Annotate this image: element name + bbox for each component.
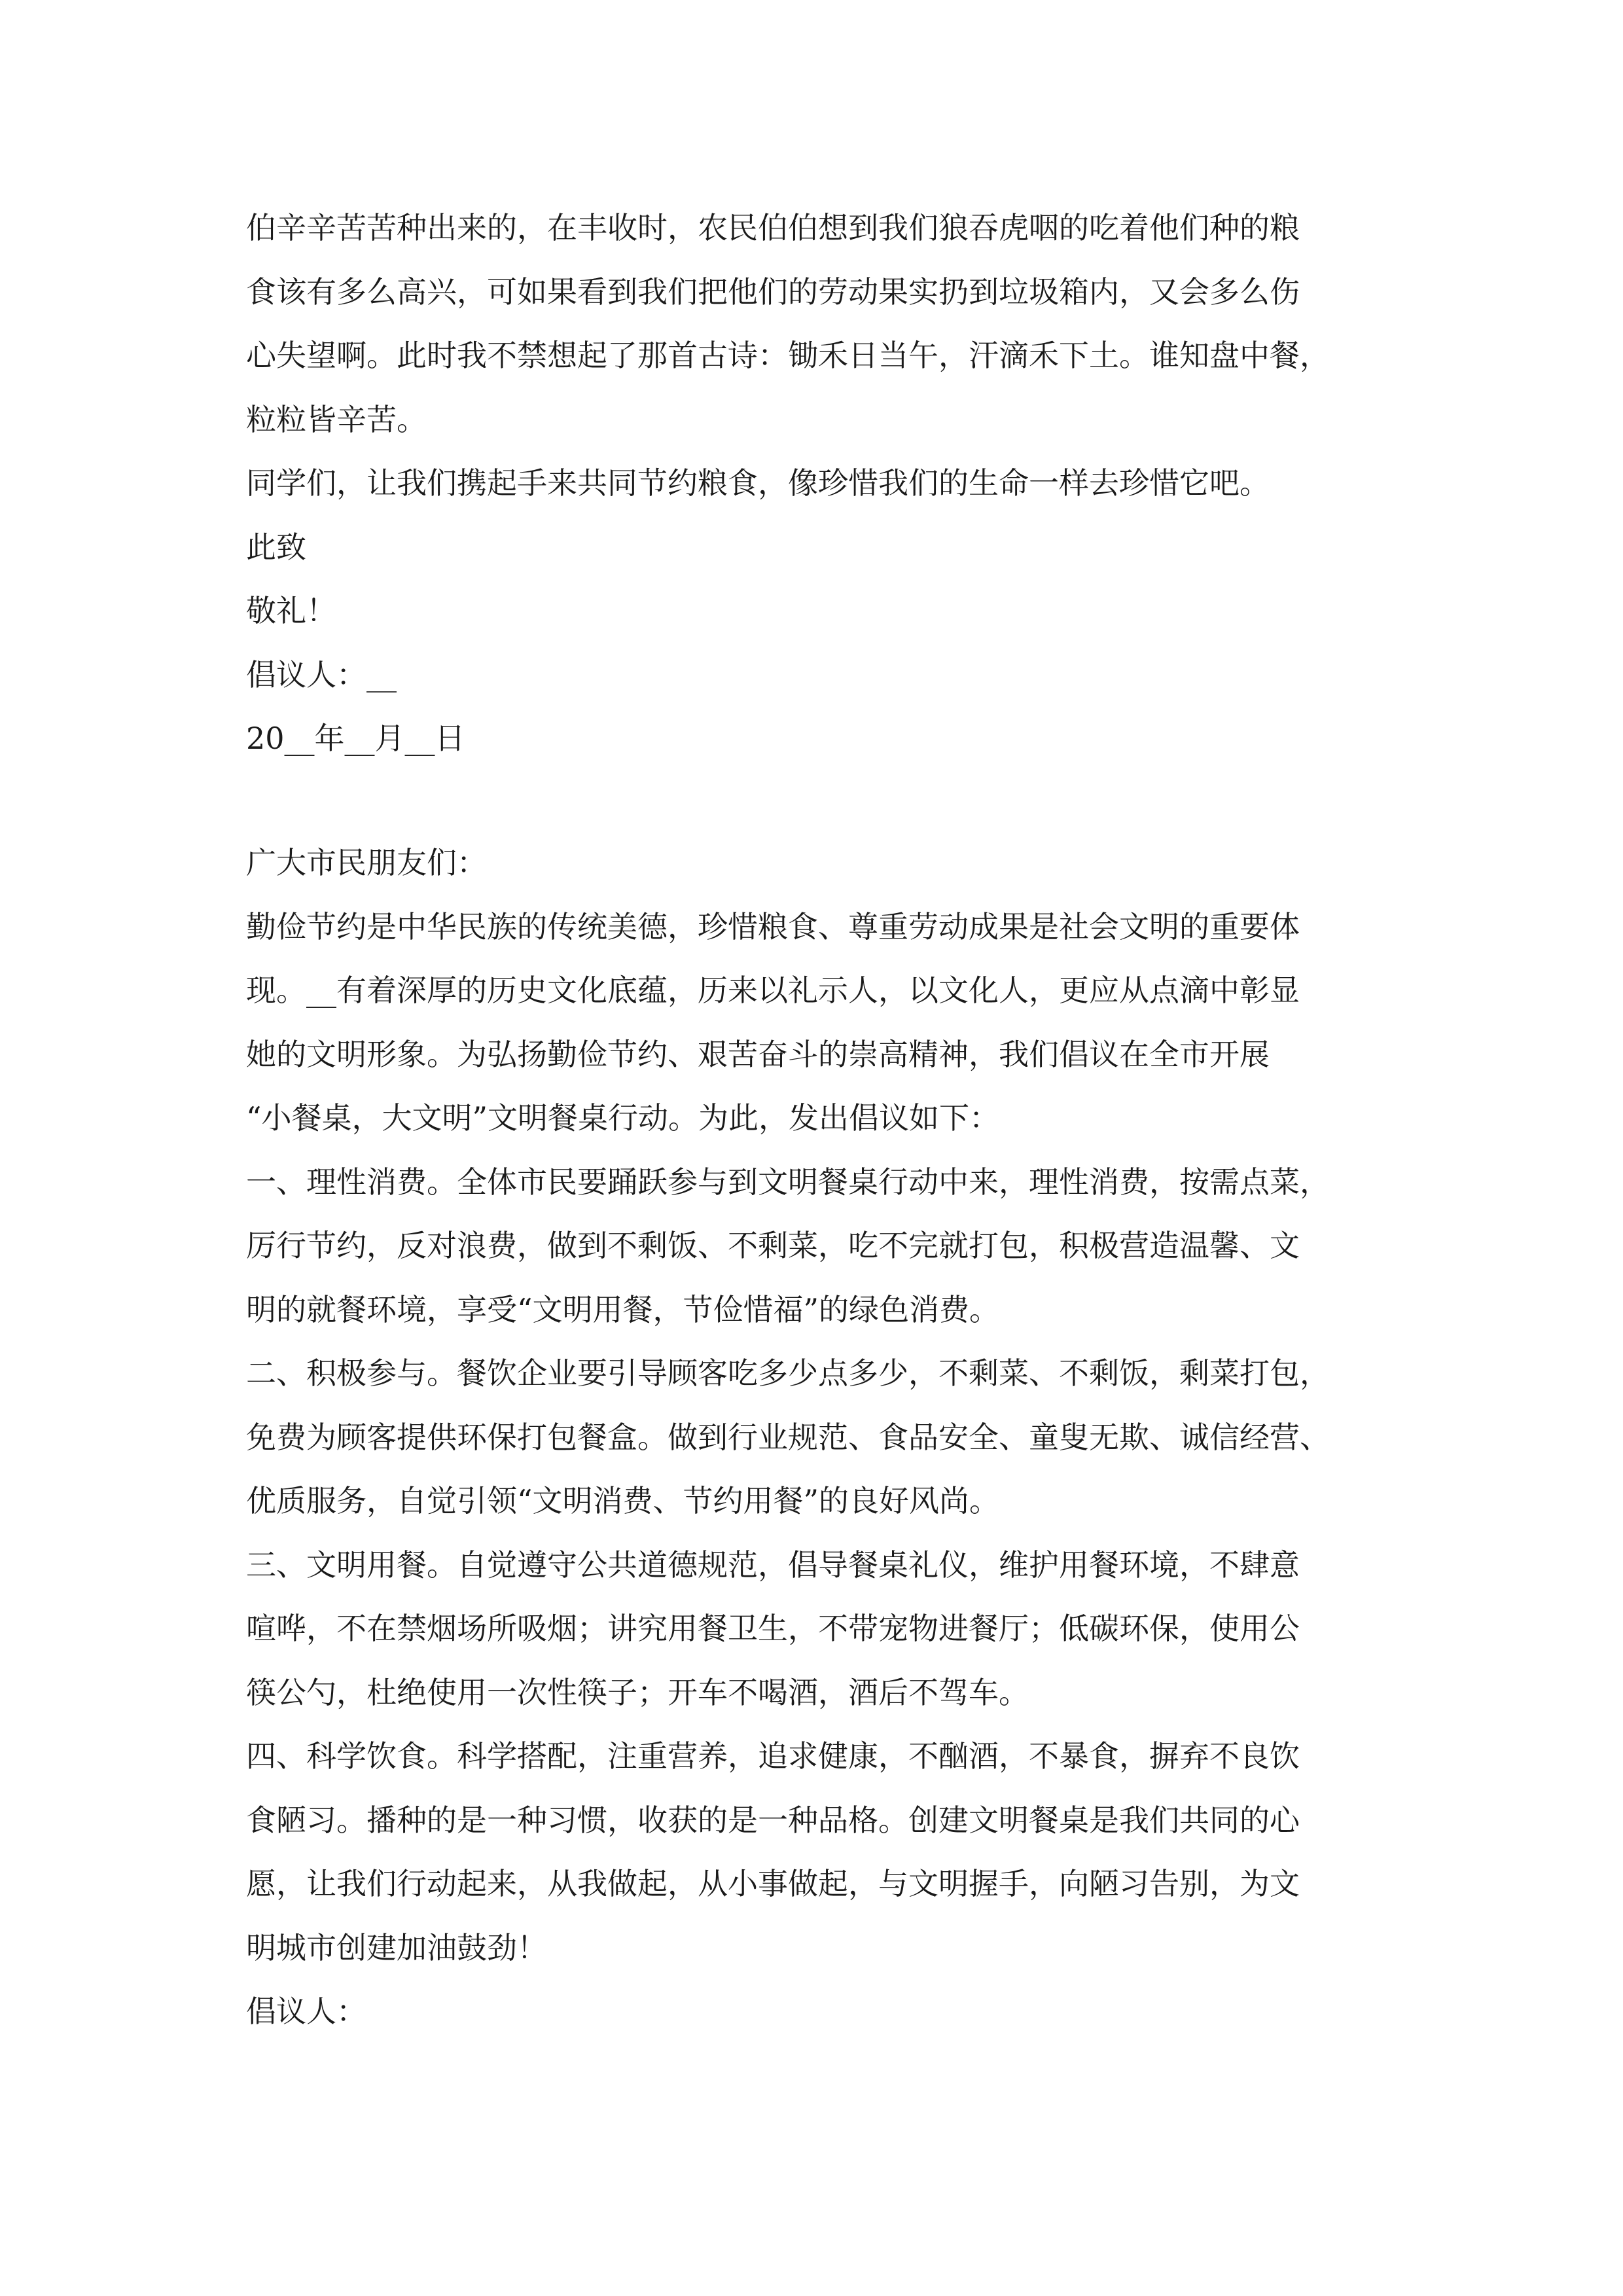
text-line: 粒粒皆辛苦。 bbox=[246, 401, 427, 437]
text-line: 她的文明形象。为弘扬勤俭节约、艰苦奋斗的崇高精神，我们倡议在全市开展 bbox=[246, 1036, 1270, 1072]
text-line: 免费为顾客提供环保打包餐盒。做到行业规范、食品安全、童叟无欺、诚信经营、 bbox=[246, 1419, 1330, 1455]
date-line: 20__年__月__日 bbox=[246, 721, 465, 756]
text-line: 优质服务，自觉引领“文明消费、节约用餐”的良好风尚。 bbox=[246, 1483, 1000, 1518]
text-line: 食陋习。播种的是一种习惯，收获的是一种品格。创建文明餐桌是我们共同的心 bbox=[246, 1802, 1300, 1838]
text-line: 喧哗，不在禁烟场所吸烟；讲究用餐卫生，不带宠物进餐厅；低碳环保，使用公 bbox=[246, 1611, 1300, 1646]
salutation-line: 敬礼！ bbox=[246, 593, 336, 628]
text-line: 厉行节约，反对浪费，做到不剩饭、不剩菜，吃不完就打包，积极营造温馨、文 bbox=[246, 1228, 1300, 1263]
text-line: 三、文明用餐。自觉遵守公共道德规范，倡导餐桌礼仪，维护用餐环境，不肆意 bbox=[246, 1547, 1300, 1583]
text-line: 明的就餐环境，享受“文明用餐，节俭惜福”的绿色消费。 bbox=[246, 1291, 1000, 1327]
greeting-line: 广大市民朋友们： bbox=[246, 845, 487, 880]
signature-line: 倡议人：__ bbox=[246, 656, 397, 692]
text-line: 伯辛辛苦苦种出来的，在丰收时，农民伯伯想到我们狼吞虎咽的吃着他们种的粮 bbox=[246, 210, 1300, 245]
signature-line: 倡议人： bbox=[246, 1994, 366, 2029]
text-line: 一、理性消费。全体市民要踊跃参与到文明餐桌行动中来，理性消费，按需点菜， bbox=[246, 1164, 1330, 1200]
proposal-section bbox=[246, 831, 1424, 2044]
text-line: 勤俭节约是中华民族的传统美德，珍惜粮食、尊重劳动成果是社会文明的重要体 bbox=[246, 908, 1300, 944]
text-line: 愿，让我们行动起来，从我做起，从小事做起，与文明握手，向陋习告别，为文 bbox=[246, 1866, 1300, 1901]
text-line: “小餐桌，大文明”文明餐桌行动。为此，发出倡议如下： bbox=[246, 1100, 1000, 1136]
text-line: 二、积极参与。餐饮企业要引导顾客吃多少点多少，不剩菜、不剩饭，剩菜打包， bbox=[246, 1355, 1330, 1391]
letter-closing-section bbox=[246, 196, 1424, 771]
text-line: 食该有多么高兴，可如果看到我们把他们的劳动果实扔到垃圾箱内，又会多么伤 bbox=[246, 274, 1300, 310]
text-line: 现。__有着深厚的历史文化底蕴，历来以礼示人，以文化人，更应从点滴中彰显 bbox=[246, 973, 1300, 1008]
text-line: 同学们，让我们携起手来共同节约粮食，像珍惜我们的生命一样去珍惜它吧。 bbox=[246, 465, 1270, 501]
text-line: 心失望啊。此时我不禁想起了那首古诗：锄禾日当午，汗滴禾下土。谁知盘中餐， bbox=[246, 338, 1330, 373]
salutation-line: 此致 bbox=[246, 529, 306, 565]
text-line: 筷公勺，杜绝使用一次性筷子；开车不喝酒，酒后不驾车。 bbox=[246, 1674, 1029, 1710]
text-line: 明城市创建加油鼓劲！ bbox=[246, 1929, 547, 1965]
text-line: 四、科学饮食。科学搭配，注重营养，追求健康，不酗酒，不暴食，摒弃不良饮 bbox=[246, 1738, 1300, 1774]
